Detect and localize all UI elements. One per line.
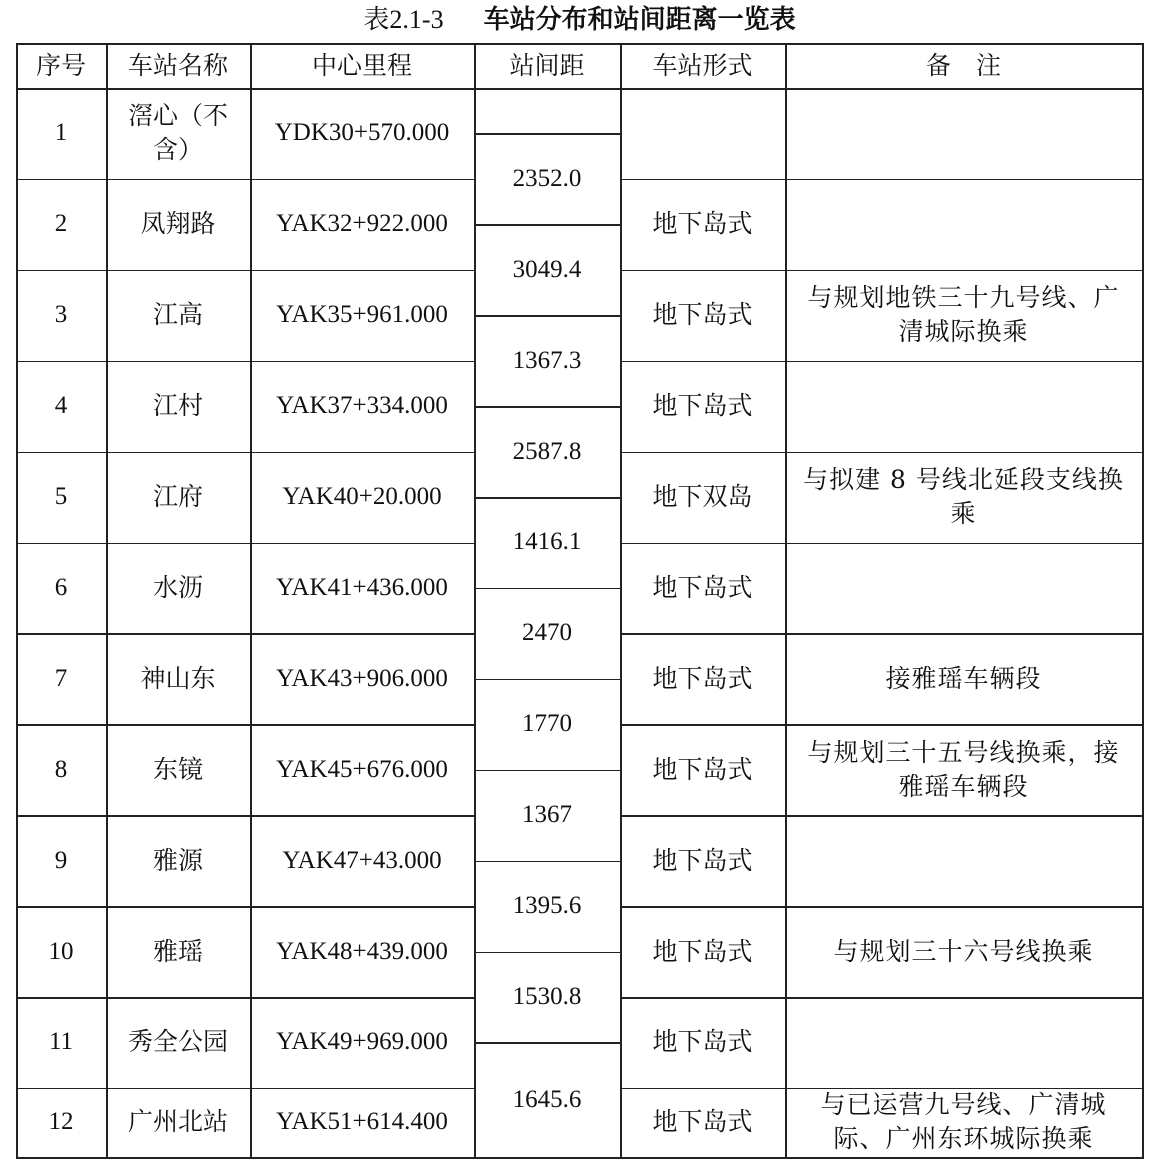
table-rule bbox=[474, 679, 620, 681]
table-rule bbox=[16, 724, 474, 726]
station-remark bbox=[791, 815, 1136, 906]
station-index: 8 bbox=[54, 755, 68, 783]
table-rule bbox=[474, 406, 620, 408]
station-name: 广州北站 bbox=[127, 1107, 228, 1137]
header-mileage: 中心里程 bbox=[311, 50, 412, 80]
table-rule bbox=[16, 543, 474, 545]
station-spacing: 1395.6 bbox=[512, 892, 582, 920]
station-remark: 与规划三十六号线换乘 bbox=[833, 936, 1094, 966]
table-title bbox=[0, 2, 1159, 38]
station-remark bbox=[791, 997, 1136, 1088]
station-name: 滘心（不含） bbox=[127, 101, 228, 165]
station-name: 雅源 bbox=[152, 845, 203, 875]
table-rule bbox=[16, 633, 474, 635]
table-rule bbox=[16, 43, 18, 1157]
station-type: 地下双岛 bbox=[652, 482, 753, 512]
station-remark: 与已运营九号线、广清城际、广州东环城际换乘 bbox=[820, 1090, 1107, 1154]
table-rule bbox=[16, 452, 474, 454]
station-type: 地下岛式 bbox=[652, 1107, 753, 1137]
station-index: 7 bbox=[54, 664, 68, 692]
table-rule bbox=[16, 88, 1142, 90]
station-spacing: 2470 bbox=[522, 619, 572, 647]
table-rule bbox=[474, 1042, 620, 1044]
station-type: 地下岛式 bbox=[652, 391, 753, 421]
station-mileage: YAK37+334.000 bbox=[276, 392, 448, 420]
station-name: 凤翔路 bbox=[140, 209, 216, 239]
station-name: 秀全公园 bbox=[127, 1027, 228, 1057]
header-remark: 备 注 bbox=[925, 50, 1001, 80]
table-rule bbox=[620, 906, 1142, 908]
station-type: 地下岛式 bbox=[652, 572, 753, 602]
station-mileage: YAK43+906.000 bbox=[276, 664, 448, 692]
station-mileage: YAK47+43.000 bbox=[282, 846, 442, 874]
table-rule bbox=[620, 361, 1142, 363]
station-type: 地下岛式 bbox=[652, 1027, 753, 1057]
station-index: 3 bbox=[54, 301, 68, 329]
table-rule bbox=[474, 43, 476, 1157]
station-type: 地下岛式 bbox=[652, 300, 753, 330]
station-type: 地下岛式 bbox=[652, 845, 753, 875]
station-mileage: YDK30+570.000 bbox=[274, 119, 450, 147]
station-type: 地下岛式 bbox=[652, 663, 753, 693]
station-name: 江高 bbox=[152, 300, 203, 330]
station-index: 12 bbox=[48, 1108, 74, 1136]
header-spacing: 站间距 bbox=[509, 50, 585, 80]
header-name: 车站名称 bbox=[127, 50, 228, 80]
table-rule bbox=[474, 952, 620, 954]
table-rule bbox=[620, 543, 1142, 545]
station-remark bbox=[791, 179, 1136, 270]
table-rule bbox=[620, 270, 1142, 272]
station-remark: 与规划地铁三十九号线、广清城际换乘 bbox=[807, 283, 1120, 347]
table-rule bbox=[250, 43, 252, 1157]
table-rule bbox=[16, 270, 474, 272]
station-remark: 与拟建 8 号线北延段支线换乘 bbox=[803, 465, 1124, 529]
station-remark: 与规划三十五号线换乘，接雅瑶车辆段 bbox=[807, 737, 1120, 801]
table-rule bbox=[16, 1088, 474, 1090]
header-index: 序号 bbox=[35, 50, 86, 80]
station-remark bbox=[791, 543, 1136, 634]
table-rule bbox=[785, 43, 787, 1157]
station-type: 地下岛式 bbox=[652, 936, 753, 966]
station-index: 1 bbox=[54, 119, 68, 147]
station-index: 6 bbox=[54, 573, 68, 601]
station-remark bbox=[791, 361, 1136, 452]
station-name: 江村 bbox=[152, 391, 203, 421]
station-type bbox=[620, 88, 785, 179]
station-name: 神山东 bbox=[140, 663, 216, 693]
table-rule bbox=[620, 815, 1142, 817]
station-mileage: YAK41+436.000 bbox=[276, 573, 448, 601]
station-mileage: YAK32+922.000 bbox=[276, 210, 448, 238]
station-index: 11 bbox=[48, 1028, 74, 1056]
table-rule bbox=[620, 633, 1142, 635]
station-index: 5 bbox=[54, 483, 68, 511]
table-rule bbox=[16, 1157, 1144, 1159]
table-number: 表2.1-3 bbox=[363, 5, 444, 34]
station-spacing: 1367 bbox=[522, 801, 572, 829]
station-name: 雅瑶 bbox=[152, 936, 203, 966]
station-mileage: YAK45+676.000 bbox=[276, 755, 448, 783]
station-name: 东镜 bbox=[152, 754, 203, 784]
station-spacing: 1530.8 bbox=[512, 982, 582, 1010]
station-mileage: YAK48+439.000 bbox=[276, 937, 448, 965]
table-rule bbox=[106, 43, 108, 1157]
station-spacing: 1416.1 bbox=[512, 528, 582, 556]
table-rule bbox=[620, 179, 1142, 181]
table-rule bbox=[474, 861, 620, 863]
header-type: 车站形式 bbox=[652, 50, 753, 80]
station-type: 地下岛式 bbox=[652, 754, 753, 784]
table-rule bbox=[474, 770, 620, 772]
table-rule bbox=[474, 497, 620, 499]
station-name: 江府 bbox=[152, 482, 203, 512]
station-mileage: YAK40+20.000 bbox=[282, 483, 442, 511]
station-spacing: 3049.4 bbox=[512, 255, 582, 283]
table-rule bbox=[474, 224, 620, 226]
station-remark bbox=[791, 88, 1136, 179]
station-index: 10 bbox=[48, 937, 74, 965]
table-rule bbox=[1142, 43, 1144, 1157]
station-name: 水沥 bbox=[152, 572, 203, 602]
table-rule bbox=[16, 179, 474, 181]
table-rule bbox=[16, 997, 474, 999]
table-rule bbox=[620, 452, 1142, 454]
station-type: 地下岛式 bbox=[652, 209, 753, 239]
station-index: 9 bbox=[54, 846, 68, 874]
table-rule bbox=[16, 43, 1142, 45]
table-rule bbox=[620, 43, 622, 1157]
table-rule bbox=[16, 815, 474, 817]
table-rule bbox=[474, 133, 620, 135]
table-rule bbox=[620, 724, 1142, 726]
station-mileage: YAK51+614.400 bbox=[276, 1108, 448, 1136]
station-index: 4 bbox=[54, 392, 68, 420]
station-spacing: 2587.8 bbox=[512, 437, 582, 465]
station-mileage: YAK35+961.000 bbox=[276, 301, 448, 329]
station-mileage: YAK49+969.000 bbox=[276, 1028, 448, 1056]
table-rule bbox=[16, 361, 474, 363]
station-spacing: 1367.3 bbox=[512, 346, 582, 374]
table-rule bbox=[620, 997, 1142, 999]
station-remark: 接雅瑶车辆段 bbox=[885, 663, 1042, 693]
station-spacing: 1770 bbox=[522, 710, 572, 738]
station-index: 2 bbox=[54, 210, 68, 238]
table-rule bbox=[16, 906, 474, 908]
station-spacing: 1645.6 bbox=[512, 1085, 582, 1113]
table-caption: 车站分布和站间距离一览表 bbox=[483, 5, 796, 35]
table-rule bbox=[474, 588, 620, 590]
table-rule bbox=[620, 1088, 1142, 1090]
station-spacing: 2352.0 bbox=[512, 164, 582, 192]
table-rule bbox=[474, 315, 620, 317]
